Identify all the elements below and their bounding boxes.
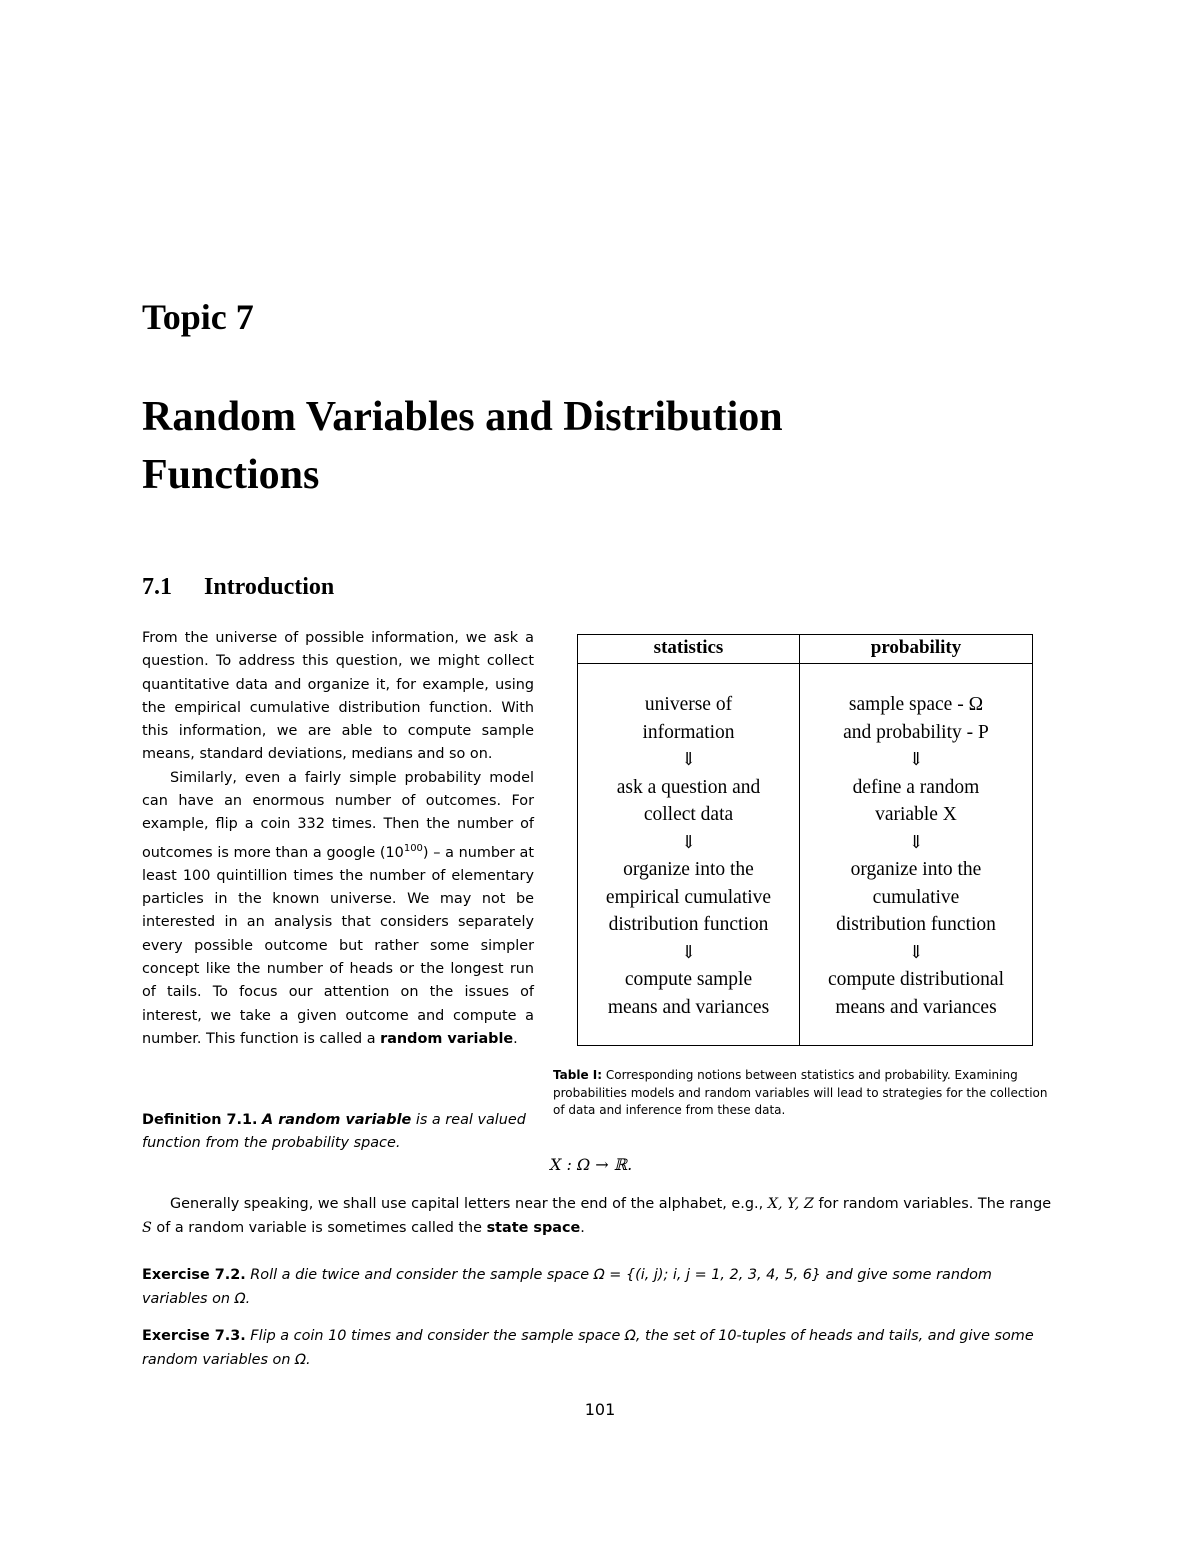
table-cell: organize into the bbox=[623, 859, 754, 880]
generally-vars: X, Y, Z bbox=[767, 1196, 814, 1212]
intro-paragraph-2-part-a: Similarly, even a fairly simple probability model can have an enormous number of outcomes. For example, flip a coin 332 times. Then the number of outcomes is more than a google (10 bbox=[142, 769, 534, 861]
down-arrow-icon: ⇓ bbox=[680, 941, 697, 962]
down-arrow-icon: ⇓ bbox=[680, 831, 697, 852]
generally-end: . bbox=[580, 1219, 585, 1236]
table-caption bbox=[553, 1067, 1061, 1120]
table-column-probability bbox=[800, 691, 1032, 1021]
table-cell: universe of bbox=[644, 694, 733, 715]
definition-term: A random variable bbox=[262, 1112, 412, 1128]
intro-paragraph-2 bbox=[142, 767, 534, 1051]
section-heading bbox=[142, 574, 334, 601]
table-cell: means and variances bbox=[607, 996, 770, 1018]
generally-part-b: for random variables. The range bbox=[813, 1196, 1052, 1212]
table-cell: means and variances bbox=[835, 996, 997, 1018]
definition-7-1 bbox=[142, 1109, 534, 1155]
generally-part-a: Generally speaking, we shall use capital letters near the end of the alphabet, e.g., bbox=[170, 1196, 768, 1212]
exercise-7-2-text: Roll a die twice and consider the sample space Ω = {(i, j); i, j = 1, 2, 3, 4, 5, 6} and give some random variables on Ω. bbox=[142, 1267, 992, 1307]
table-column-statistics bbox=[578, 691, 799, 1021]
caption-text: Corresponding notions between statistics and probability. Examining probabilities models and random variables will lead to strategies for the collection of data and inference from these data. bbox=[553, 1068, 1048, 1117]
down-arrow-icon: ⇓ bbox=[908, 941, 924, 962]
down-arrow-icon: ⇓ bbox=[908, 831, 924, 852]
definition-label: Definition 7.1. bbox=[142, 1112, 258, 1128]
exercise-7-3-text: Flip a coin 10 times and consider the sample space Ω, the set of 10-tuples of heads and tails, and give some random variables on Ω. bbox=[142, 1328, 1034, 1368]
table-cell: sample space - Ω bbox=[848, 694, 984, 715]
generally-paragraph bbox=[142, 1193, 1060, 1240]
exercise-7-3 bbox=[142, 1325, 1060, 1372]
exercise-7-3-label: Exercise 7.3. bbox=[142, 1328, 246, 1344]
table-cell: compute sample bbox=[624, 969, 753, 990]
exercise-7-2 bbox=[142, 1264, 1060, 1311]
exponent: 100 bbox=[403, 842, 423, 854]
chapter-number: Topic 7 bbox=[142, 297, 254, 337]
table-cell: organize into the bbox=[850, 859, 982, 880]
table-cell: distribution function bbox=[608, 914, 769, 935]
table-cell: empirical cumulative bbox=[605, 886, 772, 908]
random-variable-term: random variable bbox=[380, 1030, 514, 1047]
generally-part-c: of a random variable is sometimes called the bbox=[151, 1219, 487, 1236]
table-cell: distribution function bbox=[836, 914, 996, 935]
table-header-rule bbox=[578, 663, 1032, 664]
down-arrow-icon: ⇓ bbox=[680, 749, 697, 769]
table-cell: and probability - P bbox=[843, 721, 989, 743]
exercise-7-2-label: Exercise 7.2. bbox=[142, 1267, 246, 1283]
table-cell: define a random bbox=[852, 776, 980, 798]
page-number: 101 bbox=[584, 1400, 616, 1419]
down-arrow-icon: ⇓ bbox=[908, 749, 924, 769]
intro-paragraph-1: From the universe of possible information, we ask a question. To address this question, we might collect quantitative data and organize it, for example, using the empirical cumulative distribution function. With this information, we are able to compute sample means, standard deviations, medians and so on. bbox=[142, 630, 534, 763]
state-space-term: state space bbox=[486, 1219, 581, 1236]
caption-label: Table I: bbox=[553, 1068, 603, 1082]
table-header-probability: probability bbox=[870, 637, 962, 658]
intro-paragraph-2-end: . bbox=[513, 1030, 518, 1047]
table-cell: compute distributional bbox=[827, 969, 1004, 990]
table-cell: ask a question and bbox=[616, 776, 761, 798]
generally-text bbox=[142, 1193, 1060, 1240]
chapter-title: Random Variables and Distribution Functions bbox=[142, 394, 783, 498]
section-number: 7.1 bbox=[142, 574, 172, 600]
section-title: Introduction bbox=[204, 574, 335, 600]
table-cell: cumulative bbox=[872, 886, 960, 908]
table-header-statistics: statistics bbox=[653, 637, 724, 658]
display-equation: X : Ω → ℝ. bbox=[550, 1155, 633, 1174]
generally-s: S bbox=[142, 1219, 152, 1236]
table-cell: collect data bbox=[643, 804, 734, 825]
comparison-table bbox=[577, 634, 1033, 1046]
table-cell: variable X bbox=[875, 804, 957, 825]
intro-paragraph-2-part-b: ) – a number at least 100 quintillion times the number of elementary particles in the known universe. We may not be interested in an analysis that considers separately every possible outcome but rather some simpler concept like the number of heads or the longest run of tails. To focus our attention on the issues of interest, we take a given outcome and compute a number. This function is called a bbox=[142, 844, 534, 1047]
definition-text: is a real valued function from the probability space. bbox=[142, 1112, 526, 1151]
table-cell: information bbox=[642, 721, 735, 743]
intro-text bbox=[142, 627, 534, 1051]
